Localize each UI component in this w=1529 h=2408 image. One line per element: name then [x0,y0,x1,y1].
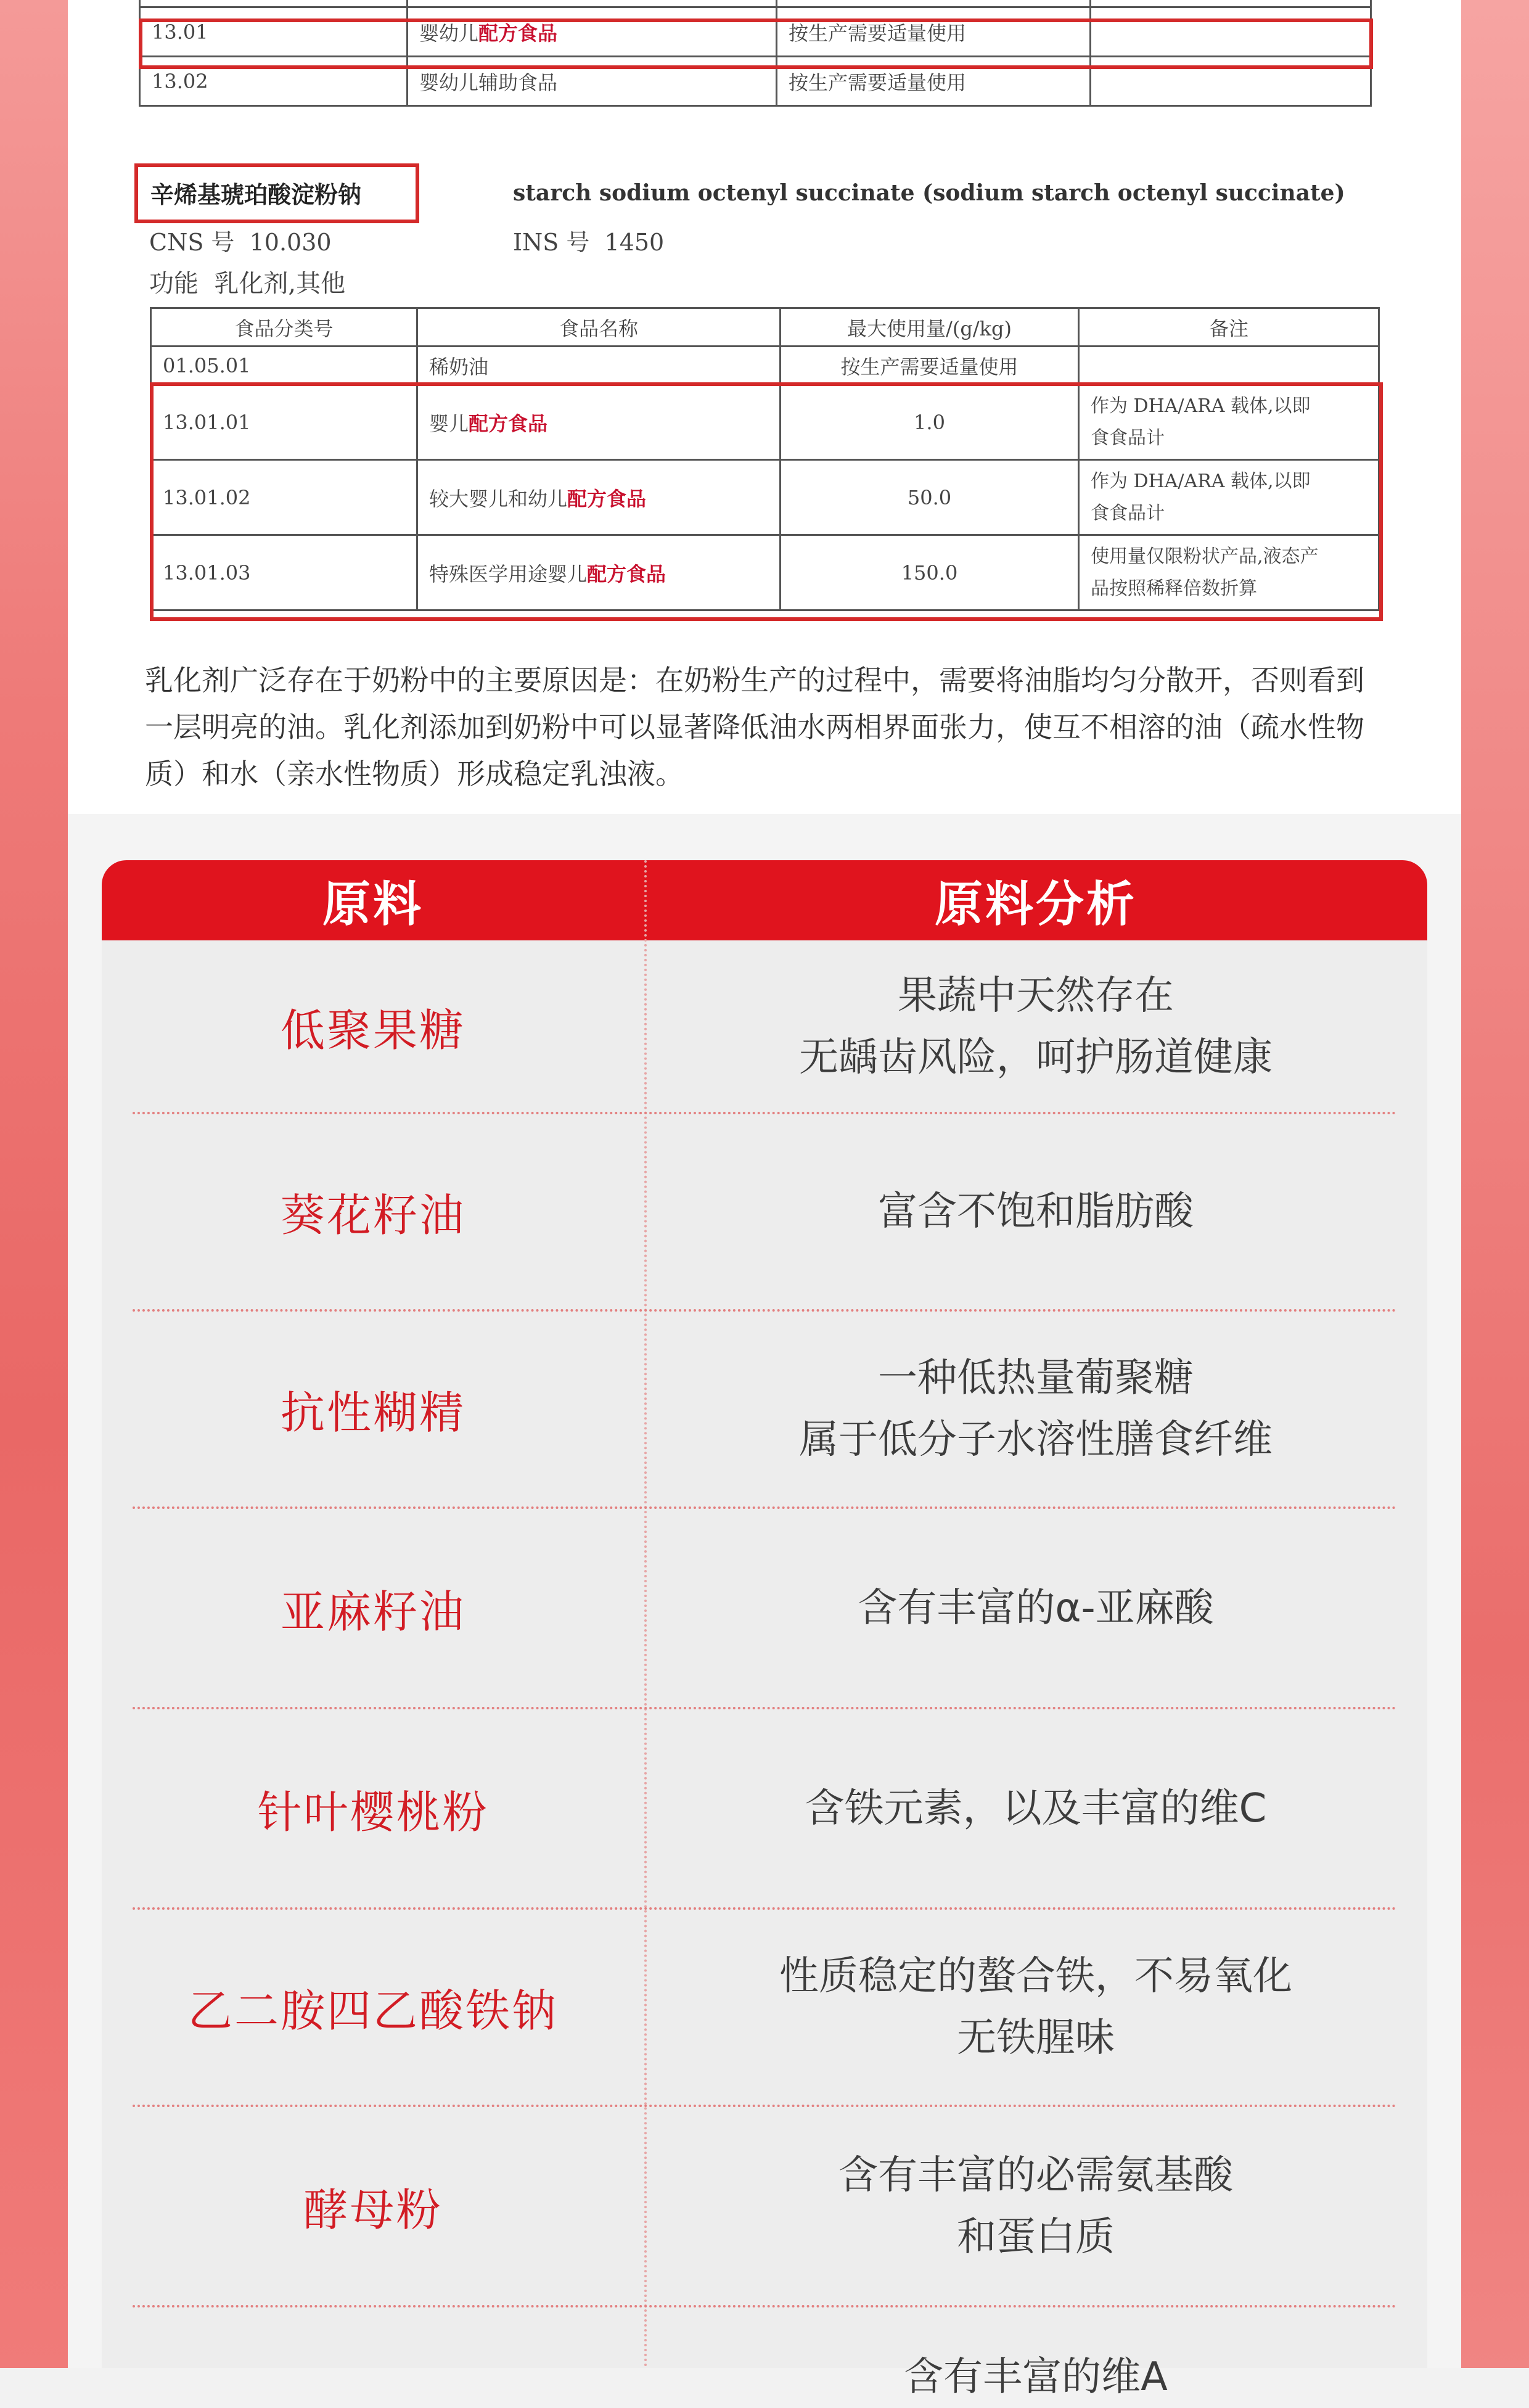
usage-limit: 按生产需要适量使用 [777,57,1091,106]
analysis-line: 含有丰富的α-亚麻酸 [858,1585,1214,1631]
max-usage: 150.0 [781,535,1079,610]
ingredient-name: 酵母粉 [303,2184,443,2236]
col-header: 最大使用量/(g/kg) [781,308,1079,347]
max-usage: 50.0 [781,460,1079,535]
ingredient-analysis [644,1708,1427,1909]
table-header-row [151,308,1379,347]
max-usage: 1.0 [781,385,1079,460]
analysis-line: 含有丰富的维A [904,2354,1168,2400]
ingredient-analysis [644,940,1427,1113]
paragraph-line: 一层明亮的油。乳化剂添加到奶粉中可以显著降低油水两相界面张力，使互不相溶的油（疏水性物 [145,710,1364,744]
food-name: 婴儿配方食品 [417,385,781,460]
ingredient-analysis [644,1310,1427,1508]
analysis-line: 富含不饱和脂肪酸 [878,1189,1194,1235]
usage-limit: 按生产需要适量使用 [777,7,1091,57]
emulsifier-paragraph [145,657,1396,797]
food-code: 13.01.02 [151,460,417,535]
left-decor-band [0,0,68,2368]
analysis-line: 果蔬中天然存在 [898,973,1174,1019]
note [1079,347,1379,385]
analysis-line: 和蛋白质 [957,2214,1115,2260]
paragraph-line: 质）和水（亲水性物质）形成稳定乳浊液。 [145,757,684,791]
analysis-line: 无铁腥味 [957,2015,1115,2061]
col-header: 食品分类号 [151,308,417,347]
ingredient-name [102,2306,644,2405]
food-name: 稀奶油 [417,347,781,385]
ingredient-name: 乙二胺四乙酸铁钠 [187,1985,558,2037]
cns-number: CNS 号 10.030 [149,229,332,256]
ingredient-name: 亚麻籽油 [280,1585,465,1638]
max-usage: 按生产需要适量使用 [781,347,1079,385]
ingredient-analysis [644,1508,1427,1708]
food-name: 婴幼儿配方食品 [408,7,777,57]
paragraph-line: 乳化剂广泛存在于奶粉中的主要原因是：在奶粉生产的过程中，需要将油脂均匀分散开，否则看到 [145,664,1364,697]
ingredient-name: 葵花籽油 [280,1190,465,1241]
ingredient-analysis [644,2306,1427,2405]
col-header: 食品名称 [417,308,781,347]
analysis-line: 含有丰富的必需氨基酸 [838,2152,1233,2198]
analysis-line: 无龋齿风险，呵护肠道健康 [799,1035,1273,1080]
food-code: 13.01.01 [151,385,417,460]
food-code: 13.02 [140,57,408,106]
ingredient-analysis [644,1909,1427,2106]
ingredient-name: 低聚果糖 [280,1005,465,1056]
food-code: 13.01 [140,7,408,57]
header-ingredient: 原料 [322,877,424,932]
analysis-line: 一种低热量葡聚糖 [878,1355,1194,1401]
header-analysis: 原料分析 [934,877,1137,932]
note: 作为 DHA/ARA 载体,以即 食食品计 [1079,460,1379,535]
ins-number: INS 号 1450 [513,229,665,256]
col-header: 备注 [1079,308,1379,347]
food-code: 13.01.03 [151,535,417,610]
function-line: 功能 乳化剂,其他 [149,269,346,298]
food-name: 婴幼儿辅助食品 [408,57,777,106]
ingredient-analysis [644,1113,1427,1310]
highlight-box [150,382,1383,621]
food-code: 01.05.01 [151,347,417,385]
table-row [151,347,1379,385]
food-name: 特殊医学用途婴儿配方食品 [417,535,781,610]
note: 使用量仅限粉状产品,液态产 品按照稀释倍数折算 [1079,535,1379,610]
additive-name-cn: 辛烯基琥珀酸淀粉钠 [150,181,362,208]
analysis-line: 含铁元素，以及丰富的维C [805,1785,1267,1831]
right-decor-band [1461,0,1529,2368]
ingredient-name: 抗性糊精 [280,1387,465,1439]
ingredient-name: 针叶樱桃粉 [257,1786,489,1838]
note: 作为 DHA/ARA 载体,以即 食食品计 [1079,385,1379,460]
ingredient-analysis [644,2106,1427,2306]
food-name: 较大婴儿和幼儿配方食品 [417,460,781,535]
additive-name-en: starch sodium octenyl succinate (sodium starch octenyl succinate) [513,180,1345,206]
analysis-line: 属于低分子水溶性膳食纤维 [799,1417,1273,1463]
highlight-box [139,18,1373,69]
analysis-line: 性质稳定的螯合铁，不易氧化 [779,1954,1292,1999]
